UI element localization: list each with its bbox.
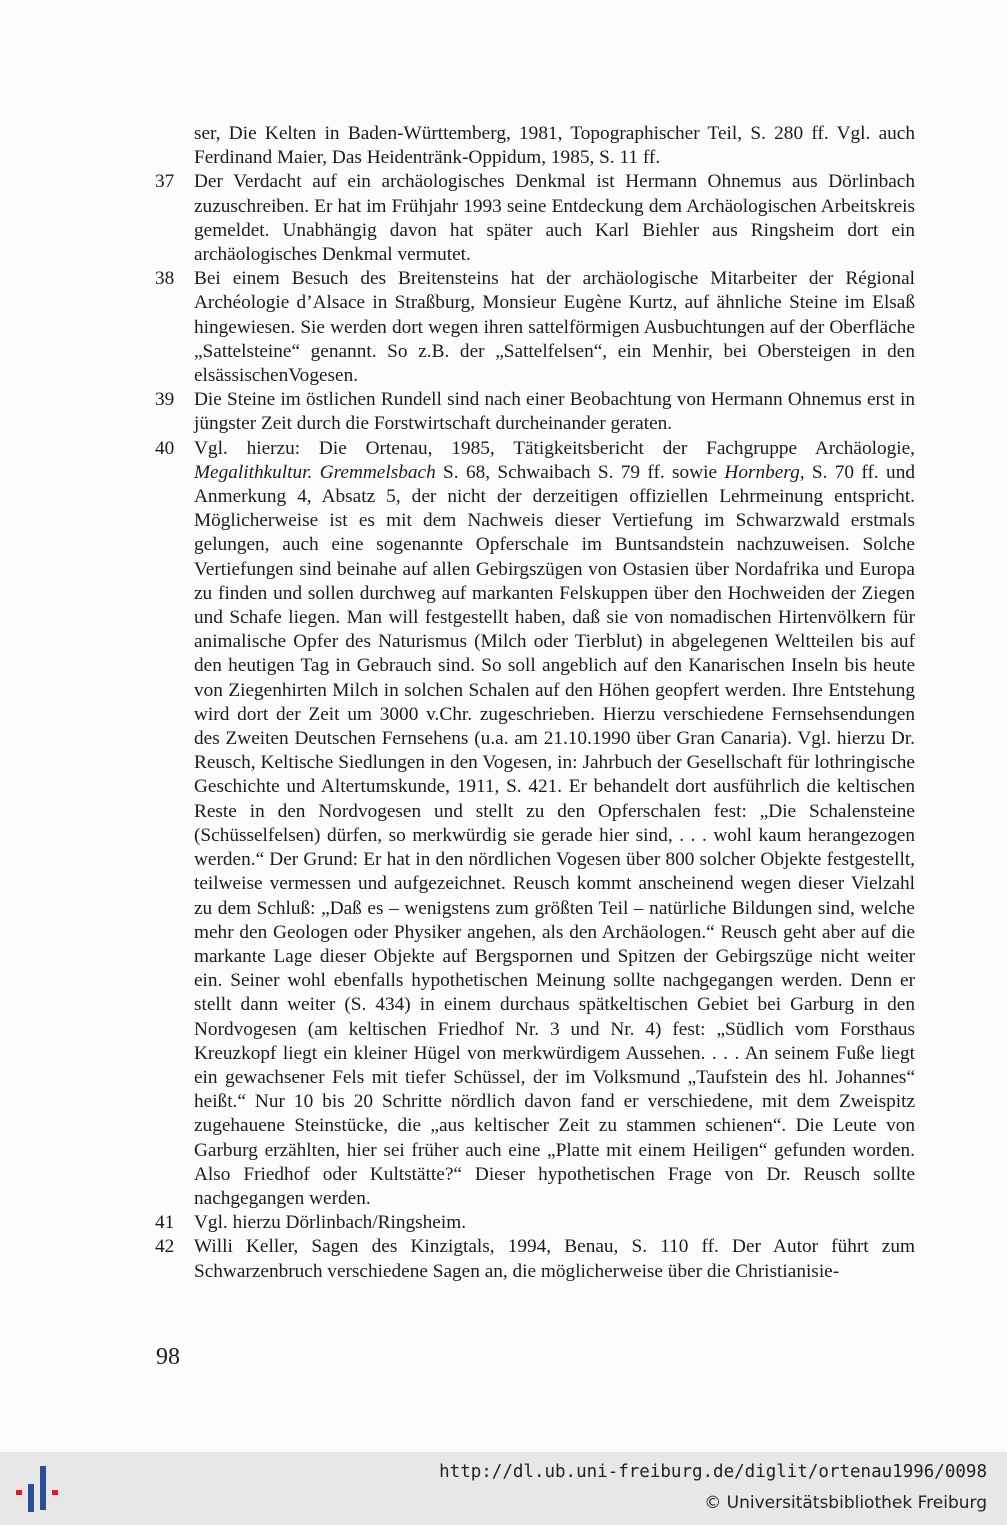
footnote-text: ser, Die Kelten in Baden-Württemberg, 1981, Topographischer Teil, S. 280 ff. Vgl. auch Ferdinand Maier, Das Heidentränk-Oppidum, 1985, S. 11 ff. [194,123,915,169]
footnote-number: 40 [155,437,175,459]
footnote-text: Bei einem Besuch des Breitensteins hat der archäologische Mitarbeiter der Régional Archéologie d’Alsace in Straßburg, Monsieur Eugène Kurtz, auf ähnliche Steine im Elsaß hingewiesen. Sie werden dort wegen ihren sattelförmigen Ausbuchtungen auf der Oberfläche „Sattelsteine“ genannt. So z.B. der „Sattelfelsen“, ein Menhir, bei Obersteigen in den elsässischenVogesen. [194,268,915,387]
footnote-text [194,438,915,1209]
footnote-40 [155,437,915,1212]
footnote-number: 37 [155,171,175,193]
footnote-text: Vgl. hierzu Dörlinbach/Ringsheim. [194,1212,467,1234]
footnote-text-part: , S. 70 ff. und Anmerkung 4, Absatz 5, der nicht der derzeitigen offiziellen Lehrmeinung entspricht. Möglicherweise ist es mit dem Nachweis dieser Vertiefung im Schwarzwald erstmals gelungen, auch eine sogenannte Opferschale im Buntsandstein nachzuweisen. Solche Vertiefungen sind beinahe auf allen Gebirgszügen von Ostasien über Nordafrika und Europa zu finden und sollen durchweg auf markanten Felskuppen über den Hochweiden der Ziegen und Schafe liegen. Man will festgestellt haben, daß sie von nomadischen Hirtenvölkern für animalische Opfer des Naturismus (Milch oder Tierblut) in abgelegenen Weltteilen bis auf den heutigen Tag in Gebrauch sind. So soll angeblich auf den Kanarischen Inseln bis heute von Ziegenhirten Milch in solchen Schalen auf den Höhen geopfert werden. Ihre Entstehung wird dort der Zeit um 3000 v.Chr. zugeschrieben. Hierzu verschiedene Fernsehsendungen des Zweiten Deutschen Fernsehens (u.a. am 21.10.1990 über Gran Canaria). Vgl. hierzu Dr. Reusch, Keltische Siedlungen in den Vogesen, in: Jahrbuch der Gesellschaft für lothringische Geschichte und Altertumskunde, 1911, S. 421. Er behandelt dort ausführlich die keltischen Reste in den Nordvogesen und stellt zu den Opferschalen fest: „Die Schalensteine (Schüsselfelsen) dürfen, so merkwürdig sie gerade hier sind, . . . wohl kaum herangezogen werden.“ Der Grund: Er hat in den nördlichen Vogesen über 800 solcher Objekte festgestellt, teilweise vermessen und aufgezeichnet. Reusch kommt anscheinend wegen dieser Vielzahl zu dem Schluß: „Daß es – wenigstens zum größten Teil – natürliche Bildungen sind, welche mehr den Geologen oder Physiker angehen, als den Archäologen.“ Reusch geht aber auf die markante Lage dieser Objekte auf Bergspornen und Spitzen der Gebirgszüge nicht weiter ein. Seiner wohl ebenfalls hypothetischen Meinung sollte nachgegangen werden. Denn er stellt dann weiter (S. 434) in einem durchaus spätkeltischen Gebiet bei Garburg in den Nordvogesen (am keltischen Friedhof Nr. 3 und Nr. 4) fest: „Südlich vom Forsthaus Kreuzkopf liegt ein kleiner Hügel von merkwürdigem Aussehen. . . . An seinem Fuße liegt ein gewachsener Fels mit tiefer Schüssel, der im Volksmund „Taufstein des hl. Johannes“ heißt.“ Nur 10 bis 20 Schritte nördlich davon fand er verschiedene, mit dem Zweispitz zugehauene Steinstücke, die „aus keltischer Zeit zu stammen schienen“. Die Leute von Garburg erzählten, hier sei früher auch eine „Platte mit einem Heiligen“ gefunden worden. Also Friedhof oder Kultstätte?“ Dieser hypothetischen Frage von Dr. Reusch sollte nachgegangen werden. [194,461,915,1209]
footnote-text-part: S. 68, Schwaibach S. 79 ff. sowie [435,461,725,483]
viewer-footer [0,1452,1007,1525]
footnote-text: Willi Keller, Sagen des Kinzigtals, 1994, Benau, S. 110 ff. Der Autor führt zum Schwarzenbruch verschiedene Sagen an, die möglicherweise über die Christianisie- [194,1236,915,1282]
copyright-notice: © Universitätsbibliothek Freiburg [704,1493,987,1513]
footnote-italic-title: Hornberg [724,461,800,483]
footnote-number: 41 [155,1212,175,1234]
footnote-38 [155,267,915,388]
footnote-continued [155,122,915,170]
footnote-text: Die Steine im östlichen Rundell sind nach einer Beobachtung von Hermann Ohnemus erst in jüngster Zeit durch die Forstwirtschaft durcheinander geraten. [194,389,915,435]
footnote-text-part: Vgl. hierzu: Die Ortenau, 1985, Tätigkeitsbericht der Fachgruppe Archäologie, [194,437,915,459]
footnote-37 [155,170,915,267]
footnotes-list [155,122,915,1284]
document-url[interactable]: http://dl.ub.uni-freiburg.de/diglit/ortenau1996/0098 [439,1462,987,1482]
ub-freiburg-logo-icon[interactable] [14,1464,64,1514]
footnote-number: 39 [155,389,175,411]
footnote-number: 38 [155,268,175,290]
footnote-text: Der Verdacht auf ein archäologisches Denkmal ist Hermann Ohnemus aus Dörlinbach zuzuschreiben. Er hat im Frühjahr 1993 seine Entdeckung dem Archäologischen Arbeitskreis gemeldet. Unabhängig davon hat später auch Karl Biehler aus Ringsheim dort ein archäologisches Denkmal vermutet. [194,171,915,266]
footnote-number: 42 [155,1236,175,1258]
footnote-42 [155,1235,915,1283]
footnote-41 [155,1211,915,1235]
footnote-italic-title: Megalithkultur. Gremmelsbach [194,461,436,483]
footnote-39 [155,388,915,436]
page-number: 98 [156,1344,180,1370]
